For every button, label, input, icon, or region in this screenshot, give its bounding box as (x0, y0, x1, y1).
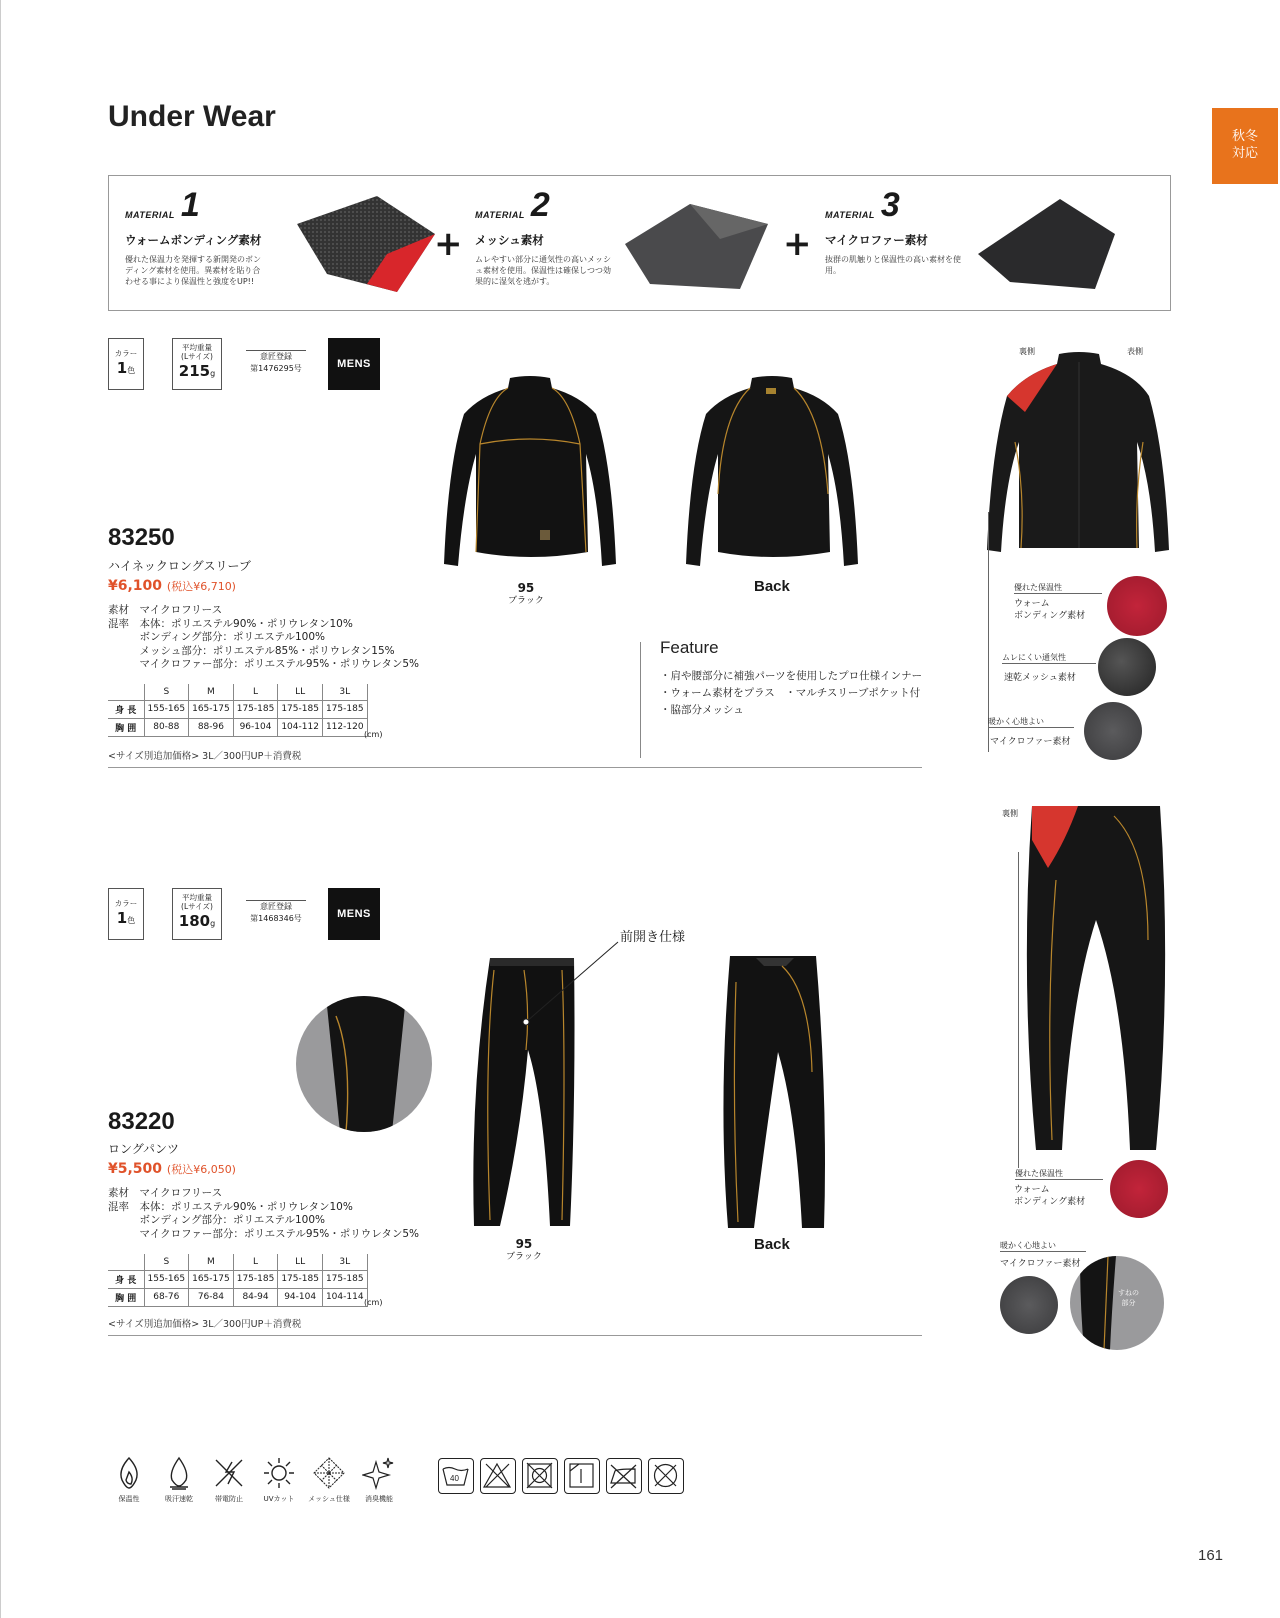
p1-blend-line-1: 混率 本体：ポリエステル90%・ポリウレタン10% (108, 617, 353, 630)
p2-blend-line-1: 混率 本体：ポリエステル90%・ポリウレタン10% (108, 1200, 353, 1213)
p2-shin-detail-image (296, 996, 432, 1132)
care-icons (438, 1458, 684, 1494)
size-header: M (189, 1254, 234, 1270)
feature-title: Feature (660, 638, 719, 657)
material-3-word: MATERIAL (825, 210, 875, 220)
p1-callout1-name (1014, 598, 1085, 622)
table-row (108, 1254, 367, 1270)
p1-callout1-name-line1: ウォーム (1014, 599, 1050, 609)
mesh-icon (312, 1456, 346, 1490)
size-header: 3L (322, 684, 367, 700)
p2-callout3-small: 暖かく心地よい (1000, 1240, 1086, 1252)
table-cell: 104-112 (278, 718, 323, 736)
page-number: 161 (1198, 1547, 1224, 1564)
feature-item: ・脇部分メッシュ (660, 704, 744, 716)
p2-price-tax: (税込¥6,050) (166, 1163, 236, 1176)
p1-color-spec (108, 338, 144, 390)
season-badge (1212, 108, 1278, 184)
p1-front-number: 95 (517, 581, 535, 595)
sun-icon (262, 1456, 296, 1490)
p2-price-value: ¥5,500 (108, 1161, 163, 1177)
material-2 (475, 186, 805, 302)
p1-product-code: 83250 (108, 524, 175, 551)
table-cell: 175-185 (278, 700, 323, 718)
p1-divider (108, 767, 922, 768)
table-cell (108, 684, 144, 700)
feature-list (660, 668, 922, 719)
size-header: L (233, 684, 278, 700)
p2-callout1-small: 優れた保温性 (1015, 1168, 1103, 1180)
p1-shirt-front-image (440, 374, 620, 574)
table-row (108, 1270, 367, 1288)
table-row (108, 1288, 367, 1306)
p1-weight-size: (Lサイズ) (181, 352, 213, 361)
drop-icon (164, 1456, 194, 1490)
p2-weight-size: (Lサイズ) (181, 902, 213, 911)
function-item (104, 1456, 154, 1504)
mesh-swatch-image (620, 194, 770, 294)
p1-weight-unit: g (210, 369, 216, 378)
p2-size-table (108, 1254, 368, 1307)
p1-unit-cm: (cm) (364, 730, 383, 739)
feature-item: ・肩や腰部分に補強パーツを使用したプロ仕様インナー (660, 670, 923, 682)
material-2-word: MATERIAL (475, 210, 525, 220)
line-dry-icon (564, 1458, 600, 1494)
p2-shin-inside-image (1070, 1256, 1164, 1350)
plus-sign-1: + (434, 224, 463, 264)
p1-shirt-inside-image (985, 352, 1173, 554)
table-cell: 155-165 (144, 700, 189, 718)
table-row (108, 684, 367, 700)
size-header: 3L (322, 1254, 367, 1270)
p1-weight-spec (172, 338, 222, 390)
p2-pants-inside-image (1018, 800, 1172, 1154)
table-cell: 165-175 (189, 700, 234, 718)
p2-product-name: ロングパンツ (108, 1142, 180, 1156)
page-edge-rule (0, 0, 1, 1618)
p1-callout1-name-line2: ボンディング素材 (1014, 611, 1086, 621)
function-item (354, 1456, 404, 1504)
material-1-word: MATERIAL (125, 210, 175, 220)
table-cell: 175-185 (233, 700, 278, 718)
p2-callout1-name-line1: ウォーム (1014, 1185, 1050, 1195)
p1-blend-line-4: マイクロファー部分：ポリエステル95%・ポリウレタン5% (108, 658, 419, 670)
p1-callout2-small: ムレにくい通気性 (1002, 652, 1096, 664)
p2-callout-line (1018, 852, 1019, 1168)
row-label: 身 長 (108, 1270, 144, 1288)
table-cell: 68-76 (144, 1288, 189, 1306)
p2-blend-line-3: マイクロファー部分：ポリエステル95%・ポリウレタン5% (108, 1227, 419, 1240)
function-item (204, 1456, 254, 1504)
wash-temperature: 40 (450, 1474, 459, 1483)
table-cell: 94-104 (278, 1288, 323, 1306)
p2-design-number: 第1468346号 (250, 914, 302, 923)
p1-inside-label: 裏側 (1019, 347, 1035, 356)
size-header: LL (278, 684, 323, 700)
page-title: Under Wear (108, 100, 276, 133)
p1-blend-line-3: メッシュ部分：ポリエステル85%・ポリウレタン15% (108, 644, 395, 657)
p1-back-label: Back (754, 578, 790, 595)
p1-color-count: 1 (116, 359, 128, 377)
function-item (254, 1456, 304, 1504)
mesh-icon-label: メッシュ仕様 (308, 1495, 350, 1503)
material-3-desc: 抜群の肌触りと保温性の高い素材を使用。 (825, 255, 961, 275)
p2-extra-price-note: <サイズ別追加価格> 3L／300円UP＋消費税 (108, 1319, 302, 1330)
p2-color-count: 1 (116, 909, 128, 927)
p1-price (108, 578, 236, 594)
p1-design-number: 第1476295号 (250, 364, 302, 373)
row-label: 胸 囲 (108, 1288, 144, 1306)
material-2-number: 2 (530, 186, 550, 224)
p2-weight-unit: g (210, 919, 216, 928)
material-box (108, 175, 1171, 311)
p2-material-block (108, 1187, 419, 1241)
p1-color-label: カラー (114, 349, 138, 358)
size-header: L (233, 1254, 278, 1270)
p2-design-label: 意匠登録 (260, 902, 292, 911)
sun-icon-label: UVカット (263, 1495, 295, 1503)
table-cell: 165-175 (189, 1270, 234, 1288)
p2-callout1-name-line2: ボンディング素材 (1014, 1197, 1086, 1207)
p1-extra-price-note: <サイズ別追加価格> 3L／300円UP＋消費税 (108, 751, 302, 762)
p2-divider (108, 1335, 922, 1336)
sparkle-icon (362, 1456, 396, 1490)
p2-mens-badge: MENS (328, 888, 380, 940)
p1-material-block (108, 604, 419, 672)
table-row (108, 718, 367, 736)
p1-blend-line-2: ボンディング部分：ポリエステル100% (108, 631, 326, 643)
p1-mesh-detail-image (1098, 638, 1156, 696)
table-cell: 155-165 (144, 1270, 189, 1288)
season-badge-line1: 秋冬 (1231, 129, 1258, 144)
sparkle-icon-label: 消臭機能 (365, 1495, 393, 1503)
p2-inside-label: 裏側 (1002, 809, 1018, 818)
table-cell: 112-120 (322, 718, 367, 736)
table-cell: 175-185 (233, 1270, 278, 1288)
plus-sign-2: + (783, 224, 812, 264)
p1-outside-label: 表側 (1127, 347, 1143, 356)
material-3 (825, 186, 1155, 302)
p2-shin-label-line2: 部分 (1121, 1299, 1136, 1307)
p2-color-unit: 色 (127, 916, 136, 925)
micro-fur-swatch-image (970, 194, 1120, 294)
p2-unit-cm: (cm) (364, 1298, 383, 1307)
material-3-name: マイクロファー素材 (825, 233, 928, 247)
size-header: M (189, 684, 234, 700)
p2-weight-value: 180 (178, 912, 211, 930)
table-cell: 175-185 (322, 700, 367, 718)
table-row (108, 700, 367, 718)
p2-shin-label-line1: すねの (1118, 1289, 1139, 1297)
p1-callout2-name: 速乾メッシュ素材 (1004, 673, 1076, 683)
p1-design-label: 意匠登録 (260, 352, 292, 361)
table-cell: 80-88 (144, 718, 189, 736)
material-2-desc: ムレやすい部分に通気性の高いメッシュ素材を使用。保温性は確保しつつ効果的に湿気を逃がす。 (475, 255, 611, 286)
table-cell: 104-114 (322, 1288, 367, 1306)
row-label: 胸 囲 (108, 718, 144, 736)
p1-callout1-small: 優れた保温性 (1014, 582, 1102, 594)
no-bleach-icon (480, 1458, 516, 1494)
table-cell (108, 1254, 144, 1270)
function-icons (104, 1456, 404, 1504)
drop-icon-label: 吸汗速乾 (165, 1495, 193, 1503)
p2-blend-line-2: ボンディング部分：ポリエステル100% (108, 1214, 326, 1226)
p2-front-open-label: 前開き仕様 (620, 930, 686, 945)
size-header: S (144, 684, 189, 700)
antistatic-icon-label: 帯電防止 (215, 1495, 243, 1503)
p1-weight-label: 平均重量 (182, 343, 212, 352)
p2-color-spec (108, 888, 144, 940)
table-cell: 175-185 (322, 1270, 367, 1288)
material-2-name: メッシュ素材 (475, 233, 544, 247)
p2-pants-front-image (470, 940, 660, 1230)
material-1-desc: 優れた保温力を発揮する新開発のボンディング素材を使用。異素材を貼り合わせる事により保温性と強度をUP!! (125, 255, 261, 286)
p1-design-registration (246, 350, 306, 375)
row-label: 身 長 (108, 700, 144, 718)
p2-bonding-detail-image (1110, 1160, 1168, 1218)
p2-shin-label (1118, 1288, 1139, 1308)
function-item (304, 1456, 354, 1504)
p1-bonding-detail-image (1107, 576, 1167, 636)
table-cell: 175-185 (278, 1270, 323, 1288)
antistatic-icon (212, 1456, 246, 1490)
p2-design-registration (246, 900, 306, 925)
feature-rule (640, 642, 641, 758)
p1-product-name: ハイネックロングスリーブ (108, 559, 251, 573)
p2-weight-label: 平均重量 (182, 893, 212, 902)
p1-weight-value: 215 (178, 362, 211, 380)
flame-icon (114, 1456, 144, 1490)
p1-mens-badge: MENS (328, 338, 380, 390)
size-header: S (144, 1254, 189, 1270)
p2-pants-back-image (716, 952, 836, 1232)
p2-price (108, 1161, 236, 1177)
p2-callout1-name (1014, 1184, 1085, 1208)
p1-size-table (108, 684, 368, 737)
p2-front-color: ブラック (506, 1252, 542, 1262)
p2-callout3-name: マイクロファー素材 (1000, 1259, 1081, 1269)
table-cell: 84-94 (233, 1288, 278, 1306)
p1-shirt-back-image (682, 374, 862, 574)
no-iron-icon (606, 1458, 642, 1494)
p1-front-caption (508, 582, 544, 608)
material-3-number: 3 (880, 186, 900, 224)
p2-microfur-detail-image (1000, 1276, 1058, 1334)
p2-back-label: Back (754, 1236, 790, 1253)
table-cell: 76-84 (189, 1288, 234, 1306)
p1-price-tax: (税込¥6,710) (166, 580, 236, 593)
material-1-number: 1 (180, 186, 200, 224)
no-dry-clean-icon (648, 1458, 684, 1494)
no-tumble-dry-icon (522, 1458, 558, 1494)
p1-callout3-name: マイクロファー素材 (990, 737, 1071, 747)
wash-40-icon (438, 1458, 474, 1494)
feature-item: ・ウォーム素材をプラス ・マルチスリーブポケット付 (660, 687, 921, 699)
flame-icon-label: 保温性 (118, 1495, 140, 1503)
p1-callout3-small: 暖かく心地よい (988, 716, 1074, 728)
material-1 (125, 186, 455, 302)
p1-microfur-detail-image (1084, 702, 1142, 760)
p2-product-code: 83220 (108, 1108, 175, 1135)
p2-front-number: 95 (515, 1237, 533, 1251)
p2-color-label: カラー (114, 899, 138, 908)
table-cell: 96-104 (233, 718, 278, 736)
warm-bonding-swatch-image (287, 194, 437, 294)
function-item (154, 1456, 204, 1504)
p2-weight-spec (172, 888, 222, 940)
p1-price-value: ¥6,100 (108, 578, 163, 594)
table-cell: 88-96 (189, 718, 234, 736)
season-badge-line2: 対応 (1231, 146, 1258, 161)
material-1-name: ウォームボンディング素材 (125, 233, 262, 247)
p2-front-caption (506, 1238, 542, 1264)
p1-front-color: ブラック (508, 596, 544, 606)
p1-material-line: 素材 マイクロフリース (108, 604, 223, 616)
p2-material-line: 素材 マイクロフリース (108, 1187, 223, 1199)
p1-color-unit: 色 (127, 366, 136, 375)
size-header: LL (278, 1254, 323, 1270)
